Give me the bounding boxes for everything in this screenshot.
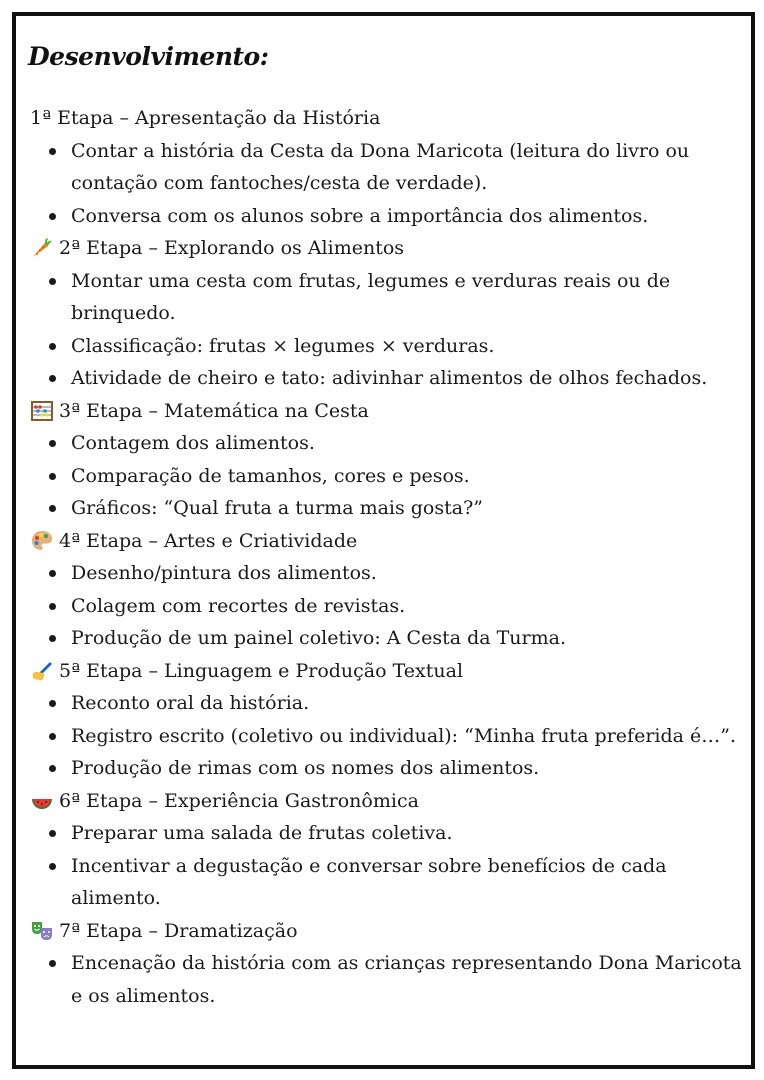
stage-5 [30,655,742,785]
stage-heading-text: 3ª Etapa – Matemática na Cesta [59,399,369,422]
stage-6 [30,785,742,915]
stage-heading [30,102,742,135]
section-title: Desenvolvimento: [28,42,269,71]
stage-items [30,947,742,1012]
list-item: Reconto oral da história. [30,687,742,720]
list-item: Produção de rimas com os nomes dos alimentos. [30,752,742,785]
list-item: Comparação de tamanhos, cores e pesos. [30,460,742,493]
stage-heading [30,915,742,948]
stage-items [30,817,742,915]
stage-heading [30,655,742,688]
stage-heading [30,525,742,558]
list-item: Registro escrito (coletivo ou individual): “Minha fruta preferida é…”. [30,720,742,753]
watermelon-icon [30,789,54,813]
list-item: Montar uma cesta com frutas, legumes e verduras reais ou de brinquedo. [30,265,742,330]
stage-heading-text: 5ª Etapa – Linguagem e Produção Textual [59,659,464,682]
list-item: Preparar uma salada de frutas coletiva. [30,817,742,850]
theater-masks-icon [30,919,54,943]
stage-2 [30,232,742,395]
list-item: Produção de um painel coletivo: A Cesta da Turma. [30,622,742,655]
list-item: Gráficos: “Qual fruta a turma mais gosta?” [30,492,742,525]
stage-heading-text: 4ª Etapa – Artes e Criatividade [59,529,358,552]
list-item: Classificação: frutas × legumes × verduras. [30,330,742,363]
stage-heading-text: 2ª Etapa – Explorando os Alimentos [59,237,405,259]
palette-icon [30,529,54,553]
stage-items [30,427,742,525]
stage-heading [30,232,742,265]
list-item: Incentivar a degustação e conversar sobre benefícios de cada alimento. [30,850,742,915]
list-item: Conversa com os alunos sobre a importância dos alimentos. [30,200,742,233]
list-item: Contagem dos alimentos. [30,427,742,460]
stage-4 [30,525,742,655]
stage-heading-text: 7ª Etapa – Dramatização [59,919,298,942]
stage-items [30,135,742,233]
stage-heading-text: 1ª Etapa – Apresentação da História [30,107,381,129]
stage-heading-text: 6ª Etapa – Experiência Gastronômica [59,789,419,812]
list-item: Atividade de cheiro e tato: adivinhar alimentos de olhos fechados. [30,362,742,395]
stage-7 [30,915,742,1013]
stage-list [30,102,742,1012]
abacus-icon [30,399,54,423]
page-frame [12,12,755,1069]
stage-items [30,265,742,395]
list-item: Colagem com recortes de revistas. [30,590,742,623]
stage-items [30,557,742,655]
writing-hand-icon [30,659,54,683]
stage-items [30,687,742,785]
stage-3 [30,395,742,525]
list-item: Contar a história da Cesta da Dona Maricota (leitura do livro ou contação com fantoches/cesta de verdade). [30,135,742,200]
stage-1 [30,102,742,232]
list-item: Desenho/pintura dos alimentos. [30,557,742,590]
carrot-icon [30,236,54,260]
list-item: Encenação da história com as crianças representando Dona Maricota e os alimentos. [30,947,742,1012]
stage-heading [30,785,742,818]
stage-heading [30,395,742,428]
